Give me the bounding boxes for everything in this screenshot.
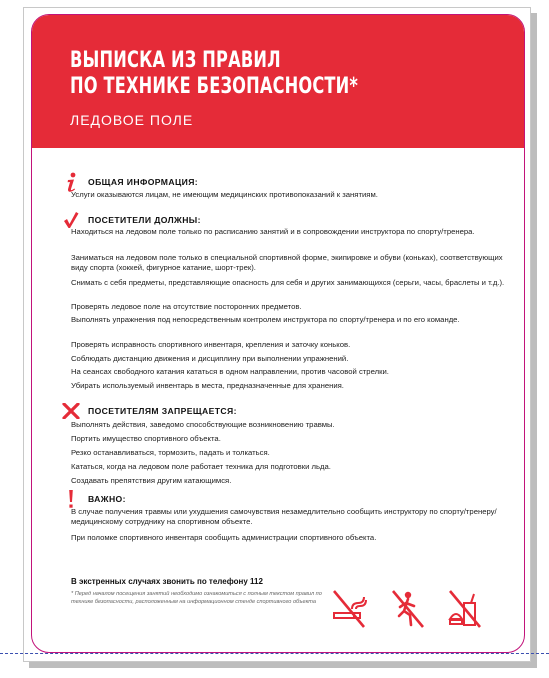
list-item: Снимать с себя предметы, представляющие опасность для себя и других занимающихся (серьги, часы, браслеты и т.д.). [71, 278, 505, 287]
document-frame [31, 14, 525, 653]
list-item: Соблюдать дистанцию движения и дисциплину при выполнении упражнений. [71, 354, 349, 363]
section-heading: ПОСЕТИТЕЛЯМ ЗАПРЕЩАЕТСЯ: [88, 406, 237, 416]
list-item: Проверять ледовое поле на отсутствие посторонних предметов. [71, 302, 302, 311]
page-title [70, 48, 382, 100]
header-banner [32, 15, 524, 148]
list-item: Резко останавливаться, тормозить, падать и толкаться. [71, 448, 270, 457]
list-item: Выполнять действия, заведомо способствующие возникновению травмы. [71, 420, 335, 429]
list-item: При поломке спортивного инвентаря сообщить администрации спортивного объекта. [71, 533, 377, 542]
list-item: Заниматься на ледовом поле только в специальной спортивной форме, экипировке и обуви (коньках), соответствующих виду спорта (хоккей, фигурное катание, шорт-трек). [71, 253, 503, 273]
list-item: Выполнять упражнения под непосредственным контролем инструктора по спорту/тренера и по его команде. [71, 315, 460, 324]
list-item: Убирать используемый инвентарь в места, предназначенные для хранения. [71, 381, 344, 390]
list-item: Кататься, когда на ледовом поле работает техника для подготовки льда. [71, 462, 331, 471]
title-line-1: ВЫПИСКА ИЗ ПРАВИЛ [70, 48, 281, 73]
section-heading: ПОСЕТИТЕЛИ ДОЛЖНЫ: [88, 215, 201, 225]
no-smoking-icon [330, 589, 368, 629]
page-divider [0, 653, 549, 654]
list-item: В случае получения травмы или ухудшения самочувствия незамедлительно сообщить инструктору по спорту/тренеру/медицинскому сотруднику на спортивном объекте. [71, 507, 497, 527]
no-running-icon [389, 589, 427, 629]
list-item: Создавать препятствия другим катающимся. [71, 476, 232, 485]
title-line-2: ПО ТЕХНИКЕ БЕЗОПАСНОСТИ* [70, 74, 359, 99]
footnote: * Перед началом посещения занятий необходимо ознакомиться с полным текстом правил по технике безопасности, расположенным на информационном стенде спортивного объекта [71, 591, 322, 605]
section-general-heading [60, 172, 198, 192]
no-food-icon [446, 589, 484, 629]
list-item: Портить имущество спортивного объекта. [71, 434, 221, 443]
list-item: Услуги оказываются лицам, не имеющим медицинских противопоказаний к занятиям. [71, 190, 378, 199]
list-item: Проверять исправность спортивного инвентаря, крепления и заточку коньков. [71, 340, 351, 349]
section-important-heading [60, 489, 126, 509]
page-subtitle: ЛЕДОВОЕ ПОЛЕ [70, 112, 194, 128]
section-forbidden-heading [60, 401, 237, 421]
info-icon [60, 172, 82, 192]
exclamation-icon [60, 489, 82, 509]
cross-icon [60, 401, 82, 421]
emergency-phone-text: В экстренных случаях звонить по телефону 112 [71, 577, 263, 586]
section-heading: ВАЖНО: [88, 494, 126, 504]
list-item: Находиться на ледовом поле только по расписанию занятий и в сопровождении инструктора по спорту/тренера. [71, 227, 475, 236]
section-heading: ОБЩАЯ ИНФОРМАЦИЯ: [88, 177, 199, 187]
list-item: На сеансах свободного катания кататься в одном направлении, против часовой стрелки. [71, 367, 389, 376]
